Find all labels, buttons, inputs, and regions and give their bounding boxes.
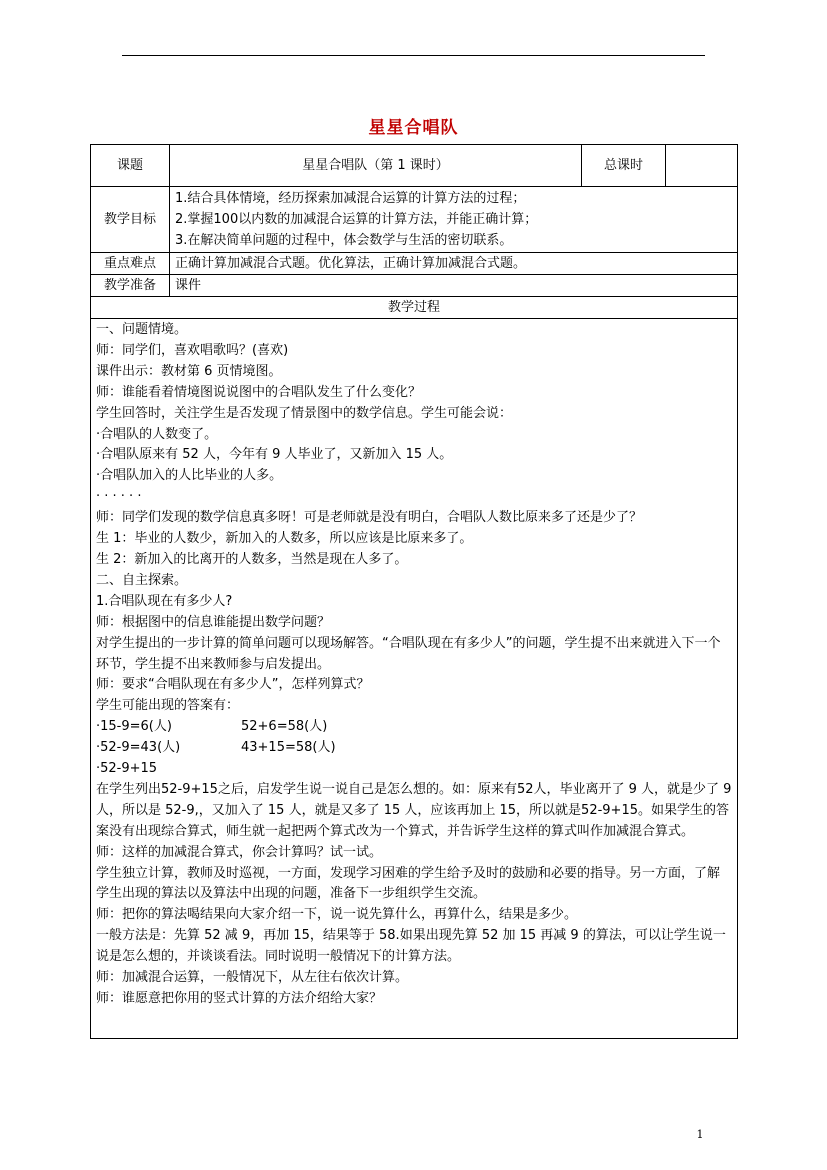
row-preparation (91, 275, 738, 297)
process-line: 师：根据图中的信息谁能提出数学问题？ (96, 614, 331, 630)
document-title: 星星合唱队 (368, 118, 459, 138)
goals-label: 教学目标 (91, 187, 170, 253)
process-line: 对学生提出的一步计算的简单问题可以现场解答。“合唱队现在有多少人”的问题，学生提不出来就进入下一个环节，学生提不出来教师参与启发提出。 (96, 635, 721, 672)
key-points-value: 正确计算加减混合式题。优化算法，正确计算加减混合式题。 (170, 253, 738, 275)
answer-row (96, 717, 732, 738)
key-points-label: 重点难点 (91, 253, 170, 275)
process-line: 师：加减混合运算，一般情况下，从左往右依次计算。 (96, 970, 409, 986)
lesson-plan-table (90, 144, 738, 1039)
goal-item: 3.在解决简单问题的过程中，体会数学与生活的密切联系。 (175, 233, 513, 248)
process-line: 生 1：毕业的人数少，新加入的人数多，所以应该是比原来多了。 (96, 531, 473, 547)
process-line: 二、自主探索。 (96, 572, 188, 588)
row-process (91, 319, 738, 1039)
answer-item: 52+6=58(人) (241, 719, 328, 735)
process-line: 课件出示：教材第 6 页情境图。 (96, 363, 282, 379)
process-line: 在学生列出52-9+15之后，启发学生说一说自己是怎么想的。如：原来有52人，毕业离开了 9 人，就是少了 9 人，所以是 52-9,，又加入了 15 人，就是又多了 15 人，应该再加上 15，所以就是52-9+15。如果学生的答案没有出现综合算式，师生就一起把两个算式改为一个算式，并告诉学生这样的算式叫作加减混合算式。 (96, 781, 732, 839)
row-goals (91, 187, 738, 253)
process-line: 师：谁愿意把你用的竖式计算的方法介绍给大家？ (96, 991, 383, 1006)
answer-item: ·52-9+15 (96, 761, 158, 777)
goal-item: 1.结合具体情境，经历探索加减混合运算的计算方法的过程； (175, 191, 526, 206)
process-line: 师：谁能看着情境图说说图中的合唱队发生了什么变化？ (96, 384, 422, 400)
process-line: ·合唱队的人数变了。 (96, 426, 218, 442)
row-key-points (91, 253, 738, 275)
process-line: 师：这样的加减混合算式，你会计算吗？试一试。 (96, 844, 383, 860)
total-hours-label: 总课时 (582, 145, 666, 187)
process-line: 1.合唱队现在有多少人? (96, 593, 233, 609)
process-line: 师：把你的算法喝结果向大家介绍一下，说一说先算什么，再算什么，结果是多少。 (96, 907, 578, 923)
process-line: 一般方法是：先算 52 减 9，再加 15，结果等于 58.如果出现先算 52 加 15 再减 9 的算法，可以让学生说一说是怎么想的，并谈谈看法。同时说明一般情况下的计算方法。 (96, 928, 726, 965)
process-line: 师：要求“合唱队现在有多少人”，怎样列算式？ (96, 677, 370, 693)
answer-item: ·15-9=6(人) (96, 719, 172, 735)
topic-label: 课题 (91, 145, 170, 187)
process-content (91, 319, 738, 1039)
row-process-header (91, 297, 738, 319)
topic-value: 星星合唱队（第 1 课时） (170, 145, 582, 187)
process-line: · · · · · · (96, 489, 142, 505)
process-line: 一、问题情境。 (96, 322, 188, 337)
process-line: 生 2：新加入的比离开的人数多，当然是现在人多了。 (96, 551, 408, 567)
process-line: 师：同学们发现的数学信息真多呀！可是老师就是没有明白，合唱队人数比原来多了还是少了？ (96, 510, 643, 526)
row-topic (91, 145, 738, 187)
preparation-value: 课件 (170, 275, 738, 297)
process-line: ·合唱队原来有 52 人，今年有 9 人毕业了，又新加入 15 人。 (96, 447, 453, 463)
preparation-label: 教学准备 (91, 275, 170, 297)
goal-item: 2.掌握100以内数的加减混合运算的计算方法，并能正确计算； (175, 212, 538, 227)
header-rule (122, 55, 705, 56)
total-hours-value (666, 145, 738, 187)
process-line: 师：同学们，喜欢唱歌吗？(喜欢) (96, 342, 289, 358)
answer-item: ·52-9=43(人) (96, 740, 181, 756)
answer-row (96, 738, 732, 759)
process-line: 学生独立计算，教师及时巡视，一方面，发现学习困难的学生给予及时的鼓励和必要的指导。另一方面，了解学生出现的算法以及算法中出现的问题，准备下一步组织学生交流。 (96, 865, 721, 902)
goals-list (170, 187, 738, 253)
page-number: 1 (696, 1128, 704, 1141)
process-line: 学生回答时，关注学生是否发现了情景图中的数学信息。学生可能会说： (96, 405, 513, 421)
process-line: ·合唱队加入的人比毕业的人多。 (96, 468, 283, 484)
answer-item: 43+15=58(人) (241, 740, 336, 756)
process-line: 学生可能出现的答案有： (96, 698, 240, 714)
process-header: 教学过程 (91, 297, 738, 319)
